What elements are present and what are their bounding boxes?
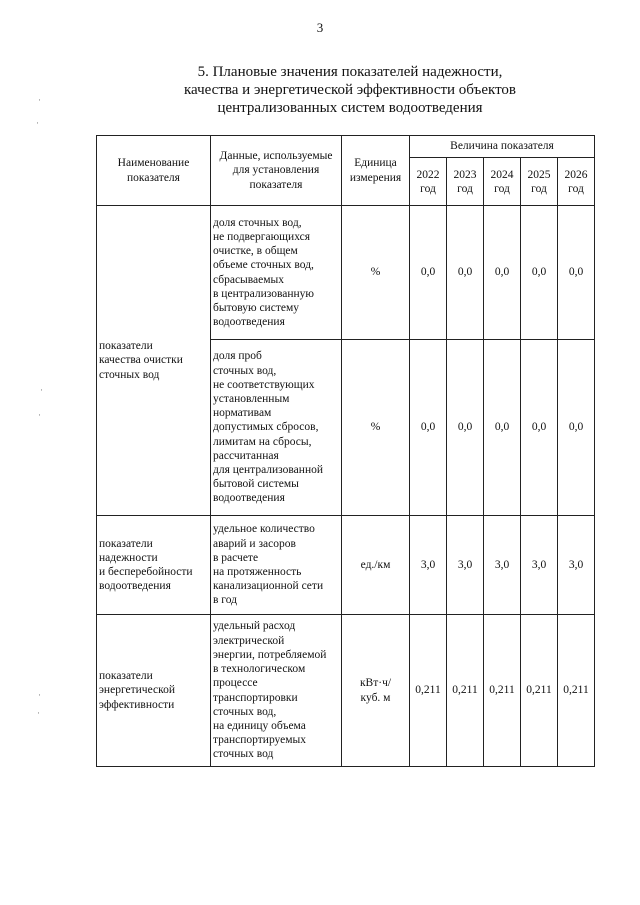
value-cell: 0,211 (447, 615, 484, 767)
title-line-1: 5. Плановые значения показателей надежности, (197, 64, 503, 80)
page-number: 3 (316, 20, 324, 35)
category-cell: показатели качества очистки сточных вод (97, 206, 211, 516)
value-cell: 3,0 (558, 516, 595, 615)
value-cell: 0,211 (558, 615, 595, 767)
margin-mark: · (38, 690, 41, 700)
unit-cell: ед./км (342, 516, 410, 615)
table-row (97, 615, 595, 767)
value-cell: 0,211 (521, 615, 558, 767)
header-name: Наименование показателя (97, 136, 211, 206)
header-year: 2024 год (484, 158, 521, 206)
document-title (150, 63, 550, 117)
table-row (97, 516, 595, 615)
value-cell: 0,0 (484, 206, 521, 340)
margin-mark: · (37, 708, 40, 718)
header-year: 2023 год (447, 158, 484, 206)
value-cell: 3,0 (447, 516, 484, 615)
margin-mark: · (38, 95, 41, 105)
value-cell: 0,0 (447, 206, 484, 340)
value-cell: 0,0 (410, 206, 447, 340)
value-cell: 0,0 (521, 206, 558, 340)
value-cell: 0,0 (558, 206, 595, 340)
indicators-table (96, 135, 595, 767)
value-cell: 0,0 (410, 340, 447, 516)
value-cell: 0,211 (410, 615, 447, 767)
header-unit: Единица измерения (342, 136, 410, 206)
header-data: Данные, используемые для установления показателя (211, 136, 342, 206)
title-line-3: централизованных систем водоотведения (217, 100, 483, 116)
value-cell: 3,0 (521, 516, 558, 615)
value-cell: 0,0 (558, 340, 595, 516)
category-cell: показатели надежности и бесперебойности водоотведения (97, 516, 211, 615)
margin-mark: · (38, 410, 41, 420)
margin-mark: · (36, 118, 39, 128)
header-year: 2022 год (410, 158, 447, 206)
value-cell: 3,0 (484, 516, 521, 615)
value-cell: 0,0 (447, 340, 484, 516)
unit-cell: % (342, 340, 410, 516)
data-cell: удельный расход электрической энергии, потребляемой в технологическом процессе транспортировки сточных вод, на единицу объема транспортируемых сточных вод (211, 615, 342, 767)
data-cell: доля проб сточных вод, не соответствующих установленным нормативам допустимых сбросов, лимитам на сбросы, рассчитанная для централизованной бытовой системы водоотведения (211, 340, 342, 516)
title-line-2: качества и энергетической эффективности объектов (183, 82, 517, 98)
table-row (97, 206, 595, 340)
value-cell: 0,0 (521, 340, 558, 516)
value-cell: 3,0 (410, 516, 447, 615)
header-value: Величина показателя (410, 136, 595, 158)
category-cell: показатели энергетической эффективности (97, 615, 211, 767)
header-year: 2025 год (521, 158, 558, 206)
unit-cell: кВт·ч/ куб. м (342, 615, 410, 767)
data-cell: доля сточных вод, не подвергающихся очистке, в общем объеме сточных вод, сбрасываемых в централизованную бытовую систему водоотведения (211, 206, 342, 340)
data-cell: удельное количество аварий и засоров в расчете на протяженность канализационной сети в год (211, 516, 342, 615)
margin-mark: · (40, 385, 43, 395)
value-cell: 0,211 (484, 615, 521, 767)
value-cell: 0,0 (484, 340, 521, 516)
unit-cell: % (342, 206, 410, 340)
header-year: 2026 год (558, 158, 595, 206)
